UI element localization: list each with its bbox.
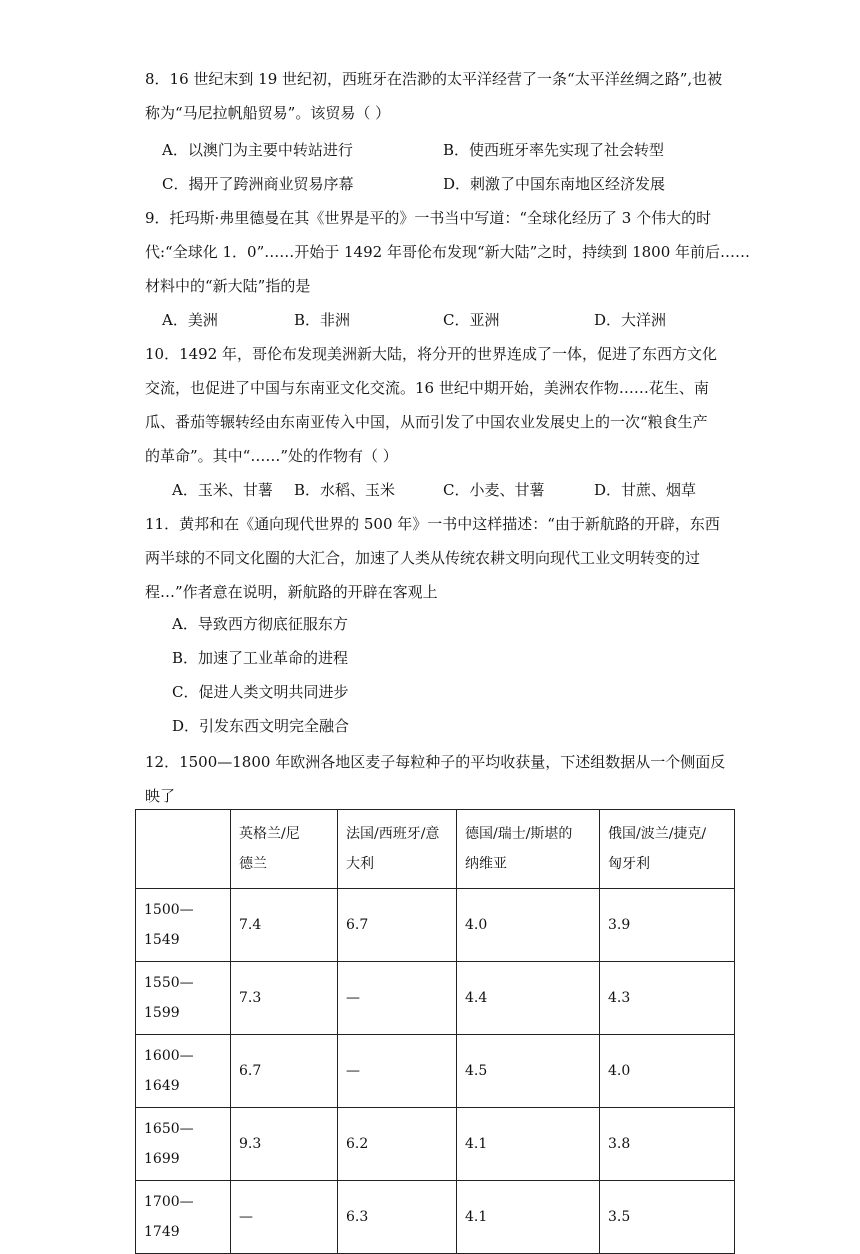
value-cell: 9.3: [231, 1108, 338, 1181]
q8-stem-line2: 称为“马尼拉帆船贸易”。该贸易（ ）: [145, 104, 391, 122]
value-cell: 7.3: [231, 962, 338, 1035]
q8-option-d[interactable]: D．刺激了中国东南地区经济发展: [443, 175, 666, 193]
period-cell: 1550—1599: [136, 962, 231, 1035]
value-cell: 6.3: [338, 1181, 457, 1254]
value-cell: —: [231, 1181, 338, 1254]
value-cell: 4.0: [457, 889, 600, 962]
q8-option-c[interactable]: C．揭开了跨洲商业贸易序幕: [162, 175, 354, 193]
table-header-row: [136, 810, 735, 889]
period-cell: 1500—1549: [136, 889, 231, 962]
value-cell: —: [338, 962, 457, 1035]
q11-option-d[interactable]: D．引发东西文明完全融合: [172, 717, 350, 735]
table-row: [136, 1035, 735, 1108]
q10-option-c[interactable]: C．小麦、甘薯: [443, 481, 545, 499]
q12-stem-line1: 12．1500—1800 年欧洲各地区麦子每粒种子的平均收获量，下述组数据从一个侧面反: [145, 753, 726, 771]
wheat-yield-table: [135, 809, 735, 1254]
value-cell: —: [338, 1035, 457, 1108]
q12-stem-line2: 映了: [145, 787, 176, 805]
period-cell: 1700—1749: [136, 1181, 231, 1254]
value-cell: 4.1: [457, 1181, 600, 1254]
value-cell: 7.4: [231, 889, 338, 962]
q9-stem-line3: 材料中的“新大陆”指的是: [145, 277, 311, 295]
q10-stem-line1: 10．1492 年，哥伦布发现美洲新大陆，将分开的世界连成了一体，促进了东西方文化: [145, 345, 718, 363]
value-cell: 4.1: [457, 1108, 600, 1181]
header-cell-empty: [136, 810, 231, 889]
q9-option-c[interactable]: C．亚洲: [443, 311, 500, 329]
value-cell: 4.5: [457, 1035, 600, 1108]
header-cell-germany-switzerland-scandinavia: 德国/瑞士/斯堪的 纳维亚: [457, 810, 600, 889]
q8-option-a[interactable]: A．以澳门为主要中转站进行: [162, 141, 353, 159]
q8-option-b[interactable]: B．使西班牙率先实现了社会转型: [443, 141, 665, 159]
period-cell: 1650—1699: [136, 1108, 231, 1181]
q11-stem-line2: 两半球的不同文化圈的大汇合，加速了人类从传统农耕文明向现代工业文明转变的过: [145, 549, 701, 567]
value-cell: 3.9: [600, 889, 735, 962]
table-row: [136, 1181, 735, 1254]
q11-stem-line3: 程…”作者意在说明，新航路的开辟在客观上: [145, 583, 438, 601]
q10-option-a[interactable]: A．玉米、甘薯: [172, 481, 273, 499]
value-cell: 4.4: [457, 962, 600, 1035]
q10-option-d[interactable]: D．甘蔗、烟草: [594, 481, 697, 499]
value-cell: 6.7: [338, 889, 457, 962]
q9-option-a[interactable]: A．美洲: [162, 311, 218, 329]
q9-stem-line1: 9．托玛斯·弗里德曼在其《世界是平的》一书当中写道：“全球化经历了 3 个伟大的时: [145, 209, 712, 227]
q10-stem-line4: 的革命”。其中“……”处的作物有（ ）: [145, 447, 398, 465]
q11-option-b[interactable]: B．加速了工业革命的进程: [172, 649, 349, 667]
q11-option-a[interactable]: A．导致西方彻底征服东方: [172, 615, 348, 633]
header-cell-england-netherlands: 英格兰/尼 德兰: [231, 810, 338, 889]
table-row: [136, 1108, 735, 1181]
value-cell: 6.7: [231, 1035, 338, 1108]
value-cell: 3.8: [600, 1108, 735, 1181]
value-cell: 4.0: [600, 1035, 735, 1108]
value-cell: 6.2: [338, 1108, 457, 1181]
value-cell: 4.3: [600, 962, 735, 1035]
header-cell-france-spain-italy: 法国/西班牙/意 大利: [338, 810, 457, 889]
table-row: [136, 962, 735, 1035]
value-cell: 3.5: [600, 1181, 735, 1254]
q11-stem-line1: 11．黄邦和在《通向现代世界的 500 年》一书中这样描述：“由于新航路的开辟，东西: [145, 515, 720, 533]
header-cell-russia-poland-czech-hungary: 俄国/波兰/捷克/ 匈牙利: [600, 810, 735, 889]
q10-stem-line3: 瓜、番茄等辗转经由东南亚传入中国，从而引发了中国农业发展史上的一次“粮食生产: [145, 413, 708, 431]
q9-option-d[interactable]: D．大洋洲: [594, 311, 667, 329]
table-row: [136, 889, 735, 962]
q10-option-b[interactable]: B．水稻、玉米: [294, 481, 396, 499]
q10-stem-line2: 交流，也促进了中国与东南亚文化交流。16 世纪中期开始，美洲农作物……花生、南: [145, 379, 709, 397]
period-cell: 1600—1649: [136, 1035, 231, 1108]
q9-option-b[interactable]: B．非洲: [294, 311, 351, 329]
q8-stem-line1: 8．16 世纪末到 19 世纪初，西班牙在浩渺的太平洋经营了一条“太平洋丝绸之路”,也被: [145, 70, 723, 88]
q11-option-c[interactable]: C．促进人类文明共同进步: [172, 683, 349, 701]
q9-stem-line2: 代:“全球化 1．0”……开始于 1492 年哥伦布发现“新大陆”之时，持续到 1800 年前后……: [145, 243, 751, 261]
